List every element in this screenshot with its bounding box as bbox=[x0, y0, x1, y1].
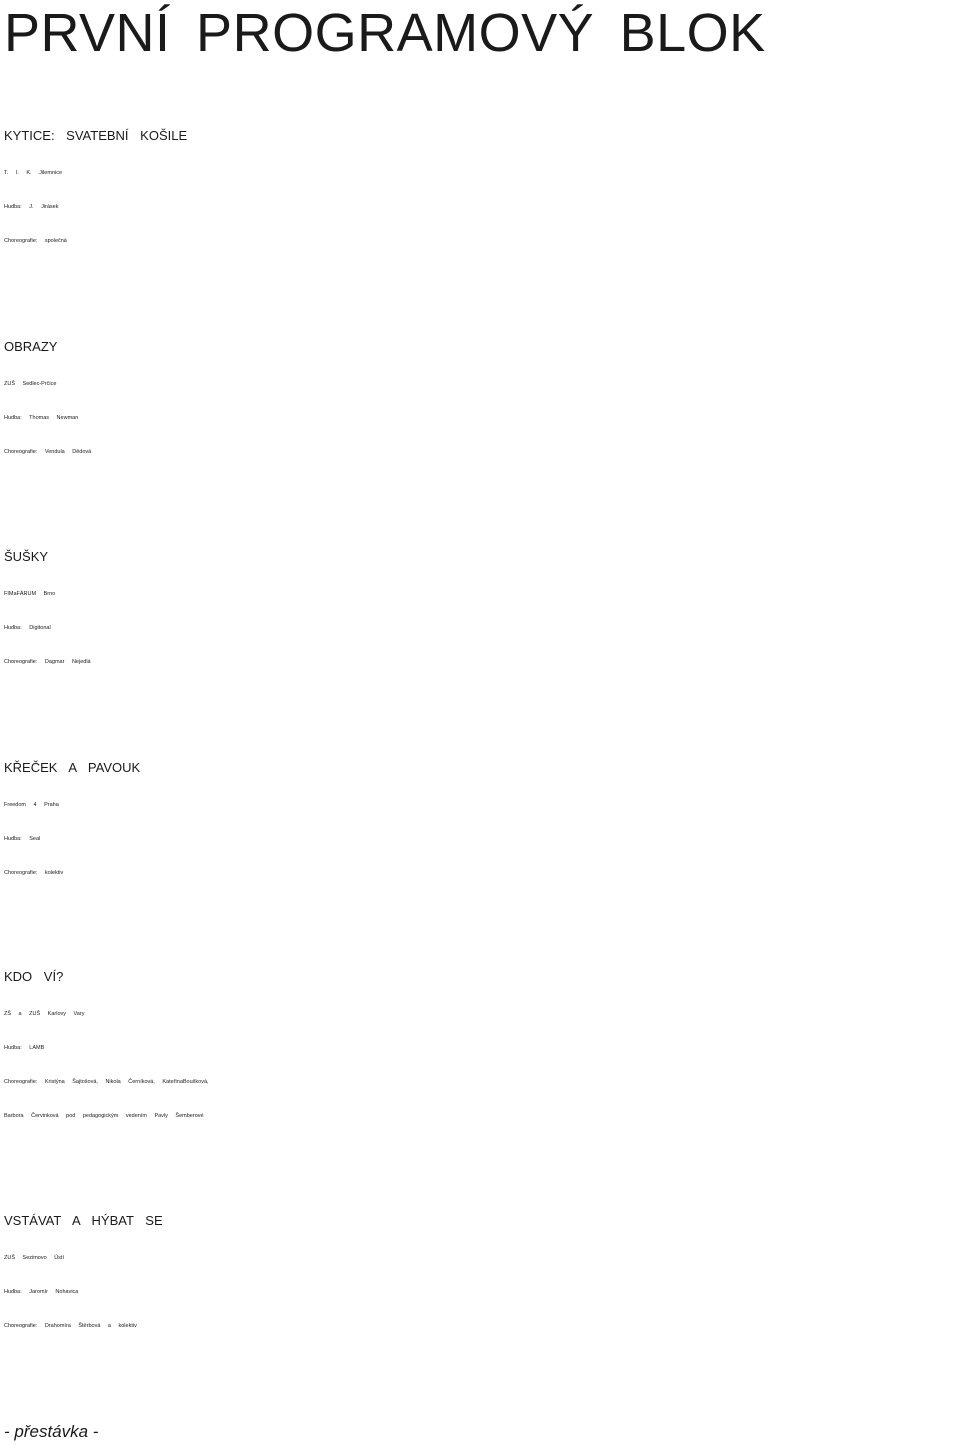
item-ensemble: FIMaFÁRUM Brno bbox=[4, 591, 56, 597]
item-ensemble: Freedom 4 Praha bbox=[4, 802, 59, 808]
page-title: PRVNÍ PROGRAMOVÝ BLOK bbox=[4, 3, 766, 63]
item-ensemble: ZUŠ Sedlec-Prčice bbox=[4, 381, 57, 387]
intermission-note: - přestávka - bbox=[4, 1422, 99, 1441]
item-choreography: Choreografie: Vendula Dědová bbox=[4, 449, 92, 455]
program-item-kytice bbox=[4, 116, 958, 258]
program-item-kdo-vi bbox=[4, 957, 958, 1133]
program-item-obrazy bbox=[4, 327, 958, 469]
item-ensemble: ZŠ a ZUŠ Karlovy Vary bbox=[4, 1011, 85, 1017]
item-title: KDO VÍ? bbox=[4, 969, 64, 984]
program-item-krecek-a-pavouk bbox=[4, 748, 958, 890]
item-music: Hudba: J. Jirásek bbox=[4, 204, 59, 210]
item-title: VSTÁVAT A HÝBAT SE bbox=[4, 1213, 163, 1228]
item-ensemble: ZUŠ Sezimovo Ústí bbox=[4, 1255, 64, 1261]
item-title: ŠUŠKY bbox=[4, 549, 49, 564]
item-choreography-continued: Barbora Červinková pod pedagogickým vedením Pavly Šemberové bbox=[4, 1113, 204, 1119]
item-music: Hudba: Jaromír Nohavica bbox=[4, 1289, 79, 1295]
item-choreography: Choreografie: společná bbox=[4, 238, 67, 244]
item-music: Hudba: Thomas Newman bbox=[4, 415, 79, 421]
item-title: OBRAZY bbox=[4, 339, 58, 354]
item-choreography: Choreografie: Dagmar Nejedlá bbox=[4, 659, 91, 665]
item-music: Hudba: LAMB bbox=[4, 1045, 45, 1051]
program-item-susky bbox=[4, 537, 958, 679]
program-item-vstavat-a-hybat-se bbox=[4, 1201, 958, 1343]
item-ensemble: T. I. K. Jilemnice bbox=[4, 170, 63, 176]
item-music: Hudba: Digitonal bbox=[4, 625, 51, 631]
item-title: KYTICE: SVATEBNÍ KOŠILE bbox=[4, 128, 188, 143]
item-choreography: Choreografie: Drahomíra Štěrbová a kolektiv bbox=[4, 1323, 137, 1329]
item-choreography: Choreografie: kolektiv bbox=[4, 870, 64, 876]
item-title: KŘEČEK A PAVOUK bbox=[4, 760, 141, 775]
item-music: Hudba: Seal bbox=[4, 836, 41, 842]
item-choreography: Choreografie: Kristýna Šajtošová, Nikola Černíková, KateřinaBoušková, bbox=[4, 1079, 209, 1085]
